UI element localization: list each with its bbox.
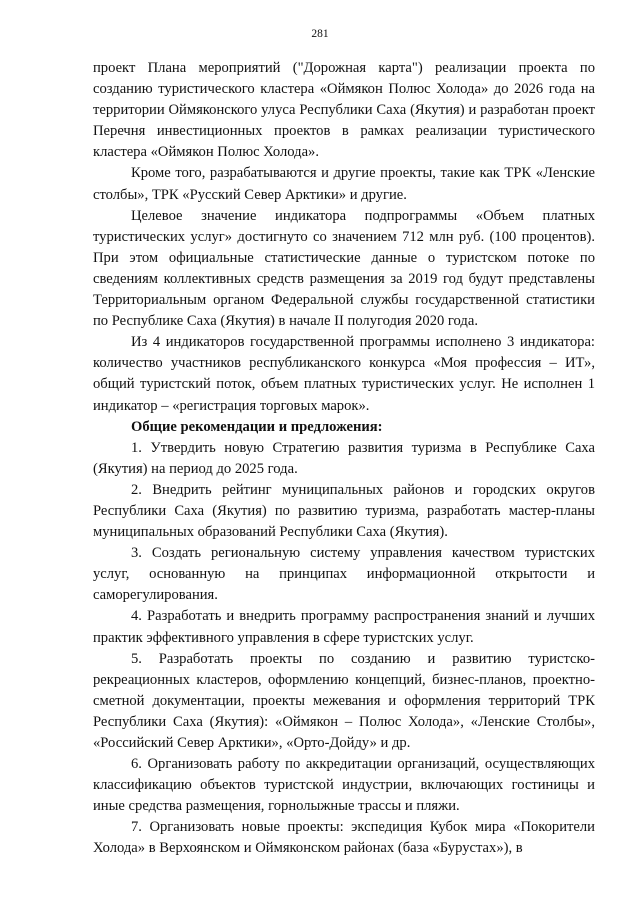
- recommendation-item: 4. Разработать и внедрить программу распространения знаний и лучших практик эффективного управления в сфере туристских услуг.: [93, 608, 595, 646]
- paragraph-target-indicator: Целевое значение индикатора подпрограммы «Объем платных туристических услуг» достигнуто со значением 712 млн руб. (100 процентов). При этом официальные статистические данные о туристском потоке по сведениям коллективных средств размещения за 2019 год будут представлены Территориальным органом Федеральной службы государственной статистики по Республике Саха (Якутия) в начале II полугодия 2020 года.: [93, 207, 595, 330]
- recommendation-item: 7. Организовать новые проекты: экспедиция Кубок мира «Покорители Холода» в Верхоянском и Оймяконском районах (база «Бурустах»), в: [93, 819, 595, 857]
- paragraph-continuation: проект Плана мероприятий ("Дорожная карта") реализации проекта по созданию туристического кластера «Оймякон Полюс Холода» до 2026 года на территории Оймяконского улуса Республики Саха (Якутия) и разработан проект Перечня инвестиционных проектов в рамках реализации туристического кластера «Оймякон Полюс Холода».: [93, 60, 595, 161]
- recommendation-item: 6. Организовать работу по аккредитации организаций, осуществляющих классификацию объектов туристской индустрии, включающих гостиницы и иные средства размещения, горнолыжные трассы и пляжи.: [93, 756, 595, 815]
- recommendation-item: 2. Внедрить рейтинг муниципальных районов и городских округов Республики Саха (Якутия) по развитию туризма, разработать мастер-планы муниципальных образований Республики Саха (Якутия).: [93, 481, 595, 541]
- recommendation-item: 1. Утвердить новую Стратегию развития туризма в Республике Саха (Якутия) на период до 2025 года.: [93, 439, 595, 477]
- section-heading: Общие рекомендации и предложения:: [131, 418, 383, 435]
- page-number: 281: [311, 28, 329, 40]
- recommendation-item: 3. Создать региональную систему управления качеством туристских услуг, основанную на принципах информационной открытости и саморегулирования.: [93, 545, 595, 604]
- paragraph-indicators-summary: Из 4 индикаторов государственной программы исполнено 3 индикатора: количество участников республиканского конкурса «Моя профессия – ИТ», общий туристский поток, объем платных туристических услуг. Не исполнен 1 индикатор – «регистрация торговых марок».: [93, 334, 595, 414]
- document-body: [93, 58, 595, 860]
- recommendation-item: 5. Разработать проекты по созданию и развитию туристско-рекреационных кластеров, оформлению концепций, бизнес-планов, проектно-сметной документации, проекты межевания и оформления территорий ТРК Республики Саха (Якутия): «Оймякон – Полюс Холода», «Ленские Столбы», «Российский Север Арктики», «Орто-Дойду» и др.: [93, 650, 595, 751]
- paragraph-other-projects: Кроме того, разрабатываются и другие проекты, такие как ТРК «Ленские столбы», ТРК «Русский Север Арктики» и другие.: [93, 165, 595, 203]
